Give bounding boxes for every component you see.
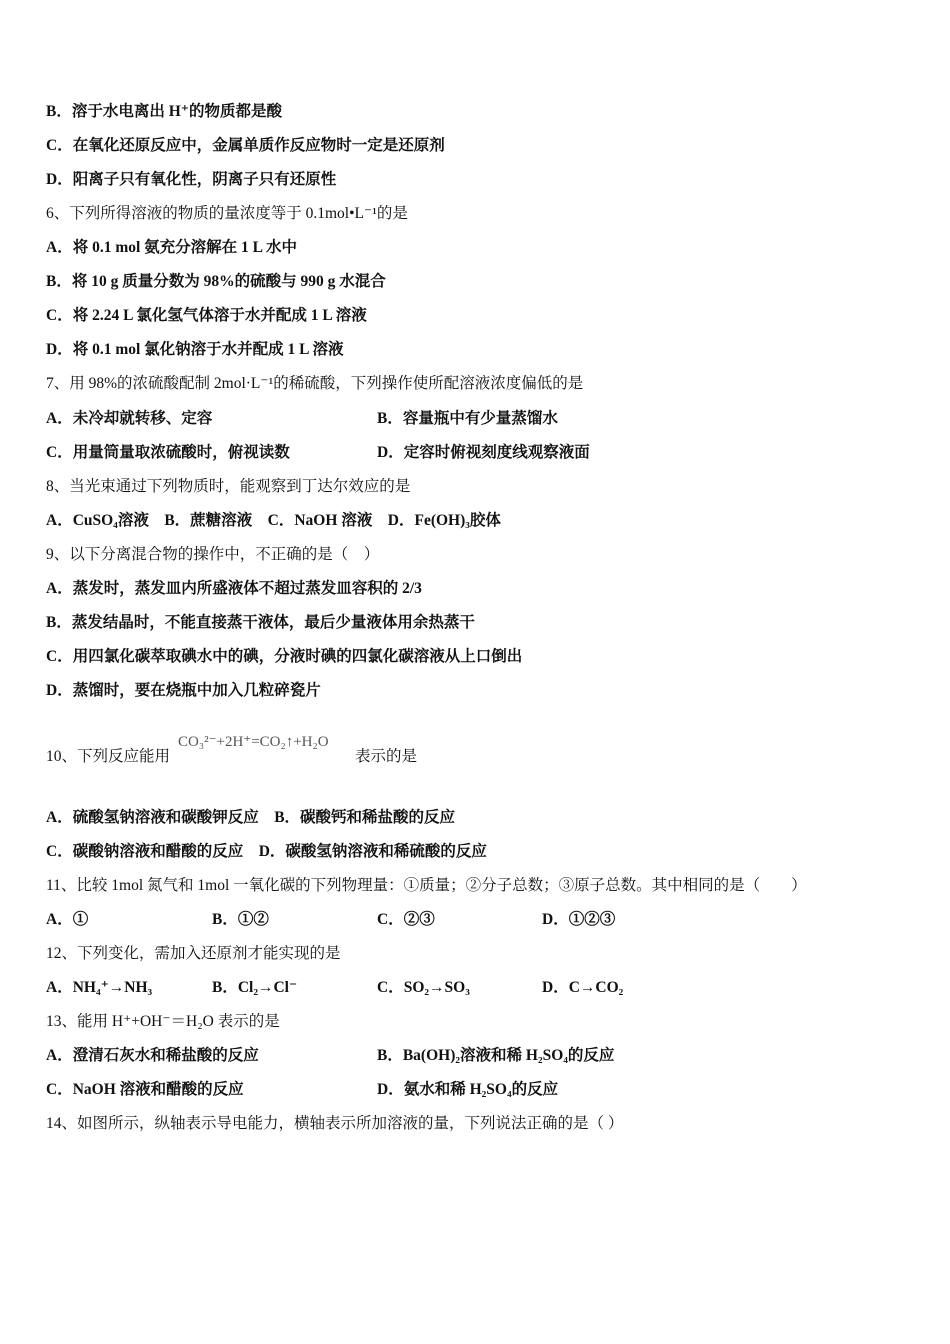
q6-option-d: D．将 0.1 mol 氯化钠溶于水并配成 1 L 溶液 — [46, 341, 344, 358]
q14-stem: 14、如图所示，纵轴表示导电能力，横轴表示所加溶液的量，下列说法正确的是（ ） — [46, 1115, 624, 1132]
q13-option-a: A．澄清石灰水和稀盐酸的反应 — [46, 1047, 259, 1064]
q11-option-b: B．①② — [212, 911, 269, 928]
q7-option-b: B．容量瓶中有少量蒸馏水 — [377, 410, 558, 427]
q5-option-b: B．溶于水电离出 H⁺的物质都是酸 — [46, 103, 282, 120]
q11-stem: 11、比较 1mol 氮气和 1mol 一氧化碳的下列物理量：①质量；②分子总数；③原子总数。其中相同的是（ ） — [46, 877, 807, 894]
q8-stem: 8、当光束通过下列物质时，能观察到丁达尔效应的是 — [46, 478, 411, 495]
q6-stem: 6、下列所得溶液的物质的量浓度等于 0.1mol•L⁻¹的是 — [46, 205, 408, 222]
q11-option-c: C．②③ — [377, 911, 435, 928]
q13-option-d: D．氨水和稀 H₂SO₄的反应 — [377, 1081, 559, 1098]
q11-option-a: A．① — [46, 911, 89, 928]
q13-option-c: C．NaOH 溶液和醋酸的反应 — [46, 1081, 244, 1098]
q7-option-d: D．定容时俯视刻度线观察液面 — [377, 444, 590, 461]
q10-options-ab: A．硫酸氢钠溶液和碳酸钾反应 B．碳酸钙和稀盐酸的反应 — [46, 809, 456, 826]
q10-ionic-equation: CO₃²⁻+2H⁺=CO₂↑+H₂O — [178, 734, 329, 750]
q10-options-cd: C．碳酸钠溶液和醋酸的反应 D．碳酸氢钠溶液和稀硫酸的反应 — [46, 843, 487, 860]
q10-stem-suffix: 表示的是 — [355, 748, 418, 765]
q7-option-c: C．用量筒量取浓硫酸时，俯视读数 — [46, 444, 290, 461]
q8-options: A．CuSO₄溶液 B．蔗糖溶液 C．NaOH 溶液 D．Fe(OH)₃胶体 — [46, 512, 501, 529]
q6-option-a: A．将 0.1 mol 氨充分溶解在 1 L 水中 — [46, 239, 298, 256]
q9-option-c: C．用四氯化碳萃取碘水中的碘，分液时碘的四氯化碳溶液从上口倒出 — [46, 648, 523, 665]
q7-stem: 7、用 98%的浓硫酸配制 2mol·L⁻¹的稀硫酸，下列操作使所配溶液浓度偏低的是 — [46, 375, 584, 392]
q9-stem: 9、以下分离混合物的操作中，不正确的是（ ） — [46, 546, 380, 563]
q9-option-a: A．蒸发时，蒸发皿内所盛液体不超过蒸发皿容积的 2/3 — [46, 580, 422, 597]
q7-option-a: A．未冷却就转移、定容 — [46, 410, 213, 427]
q13-stem: 13、能用 H⁺+OH⁻＝H₂O 表示的是 — [46, 1013, 280, 1030]
q12-option-d: D．C→CO₂ — [542, 979, 624, 996]
q9-option-d: D．蒸馏时，要在烧瓶中加入几粒碎瓷片 — [46, 682, 321, 699]
q11-option-d: D．①②③ — [542, 911, 616, 928]
q10-stem-prefix: 10、下列反应能用 — [46, 748, 171, 765]
q12-option-b: B．Cl₂→Cl⁻ — [212, 979, 298, 996]
q9-option-b: B．蒸发结晶时，不能直接蒸干液体，最后少量液体用余热蒸干 — [46, 614, 475, 631]
q6-option-b: B．将 10 g 质量分数为 98%的硫酸与 990 g 水混合 — [46, 273, 386, 290]
q6-option-c: C．将 2.24 L 氯化氢气体溶于水并配成 1 L 溶液 — [46, 307, 367, 324]
q5-option-d: D．阳离子只有氧化性，阴离子只有还原性 — [46, 171, 337, 188]
q13-option-b: B．Ba(OH)₂溶液和稀 H₂SO₄的反应 — [377, 1047, 615, 1064]
q12-option-c: C．SO₂→SO₃ — [377, 979, 470, 996]
q5-option-c: C．在氧化还原反应中，金属单质作反应物时一定是还原剂 — [46, 137, 445, 154]
q12-stem: 12、下列变化，需加入还原剂才能实现的是 — [46, 945, 341, 962]
q12-option-a: A．NH₄⁺→NH₃ — [46, 979, 153, 996]
